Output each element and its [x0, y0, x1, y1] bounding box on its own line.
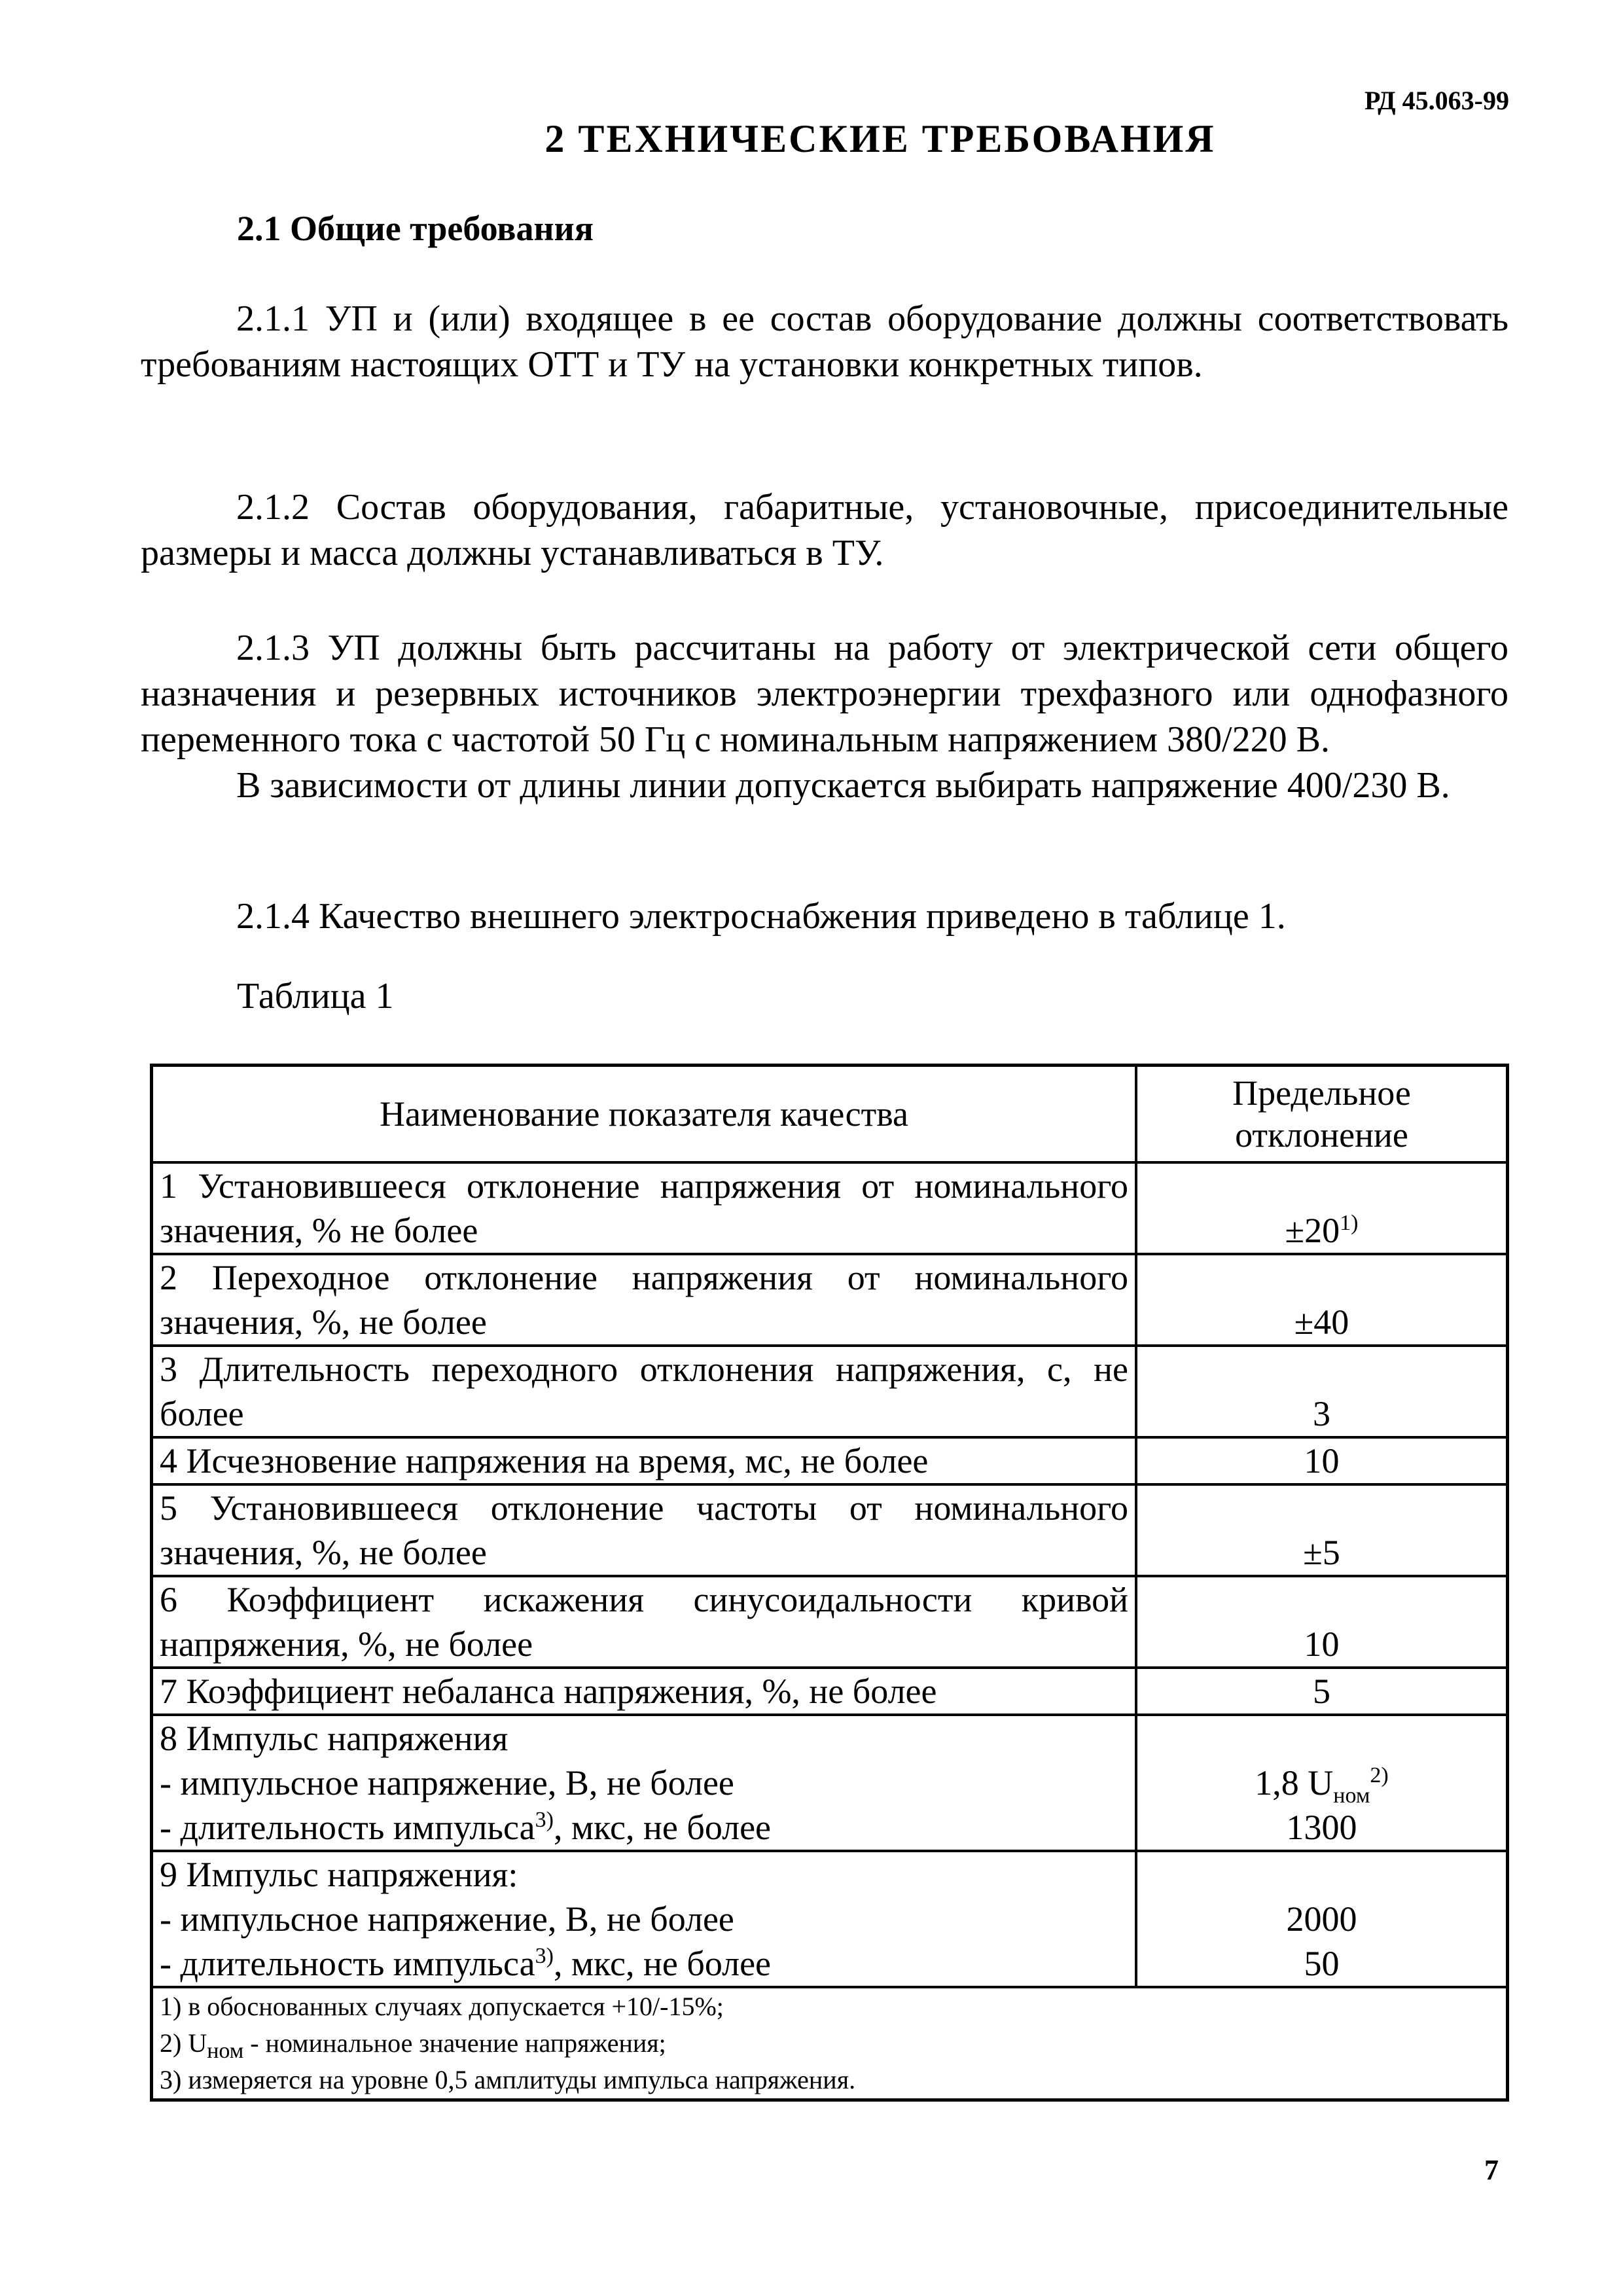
table-row: [152, 1484, 1508, 1576]
row-name: 4 Исчезновение напряжения на время, мс, не более: [152, 1437, 1137, 1484]
row-name: 2 Переходное отклонение напряжения от номинального значения, %, не более: [152, 1254, 1137, 1346]
pulse-duration-value: 50: [1304, 1944, 1340, 1983]
table-row: [152, 1668, 1508, 1715]
table-row: [152, 1254, 1508, 1346]
pulse-title: 9 Импульс напряжения:: [160, 1855, 518, 1894]
table-notes-row: [152, 1987, 1508, 2100]
pulse-duration-line: - длительность импульса$^{3)}$, мкс, не более: [160, 1944, 772, 1983]
row-value: 10: [1136, 1437, 1508, 1484]
header-indicator-name: Наименование показателя качества: [152, 1066, 1137, 1163]
table-row-pulse: [152, 1715, 1508, 1851]
table-caption: Таблица 1: [237, 976, 394, 1016]
row-value: 5: [1136, 1668, 1508, 1715]
pulse-duration-value: 1300: [1286, 1808, 1357, 1847]
pulse-voltage-value: 1,8 $U_{ном}^{2)}$: [1255, 1763, 1389, 1808]
row-name: 1 Установившееся отклонение напряжения от номинального значения, % не более: [152, 1162, 1137, 1254]
table-row-pulse: [152, 1851, 1508, 1987]
paragraph-2-1-2: 2.1.2 Состав оборудования, габаритные, установочные, присоединительные размеры и масса должны устанавливаться в ТУ.: [141, 487, 1508, 573]
row-value: [1136, 1715, 1508, 1851]
row-name: [152, 1715, 1137, 1851]
pulse-duration-line: - длительность импульса$^{3)}$, мкс, не более: [160, 1808, 772, 1847]
note-3: 3) измеряется на уровне 0,5 амплитуды импульса напряжения.: [160, 2065, 856, 2094]
pulse-voltage-line: - импульсное напряжение, В, не более: [160, 1899, 734, 1939]
note-2: 2) $U_{ном}$ - номинальное значение напряжения;: [160, 2028, 666, 2063]
row-value: ±40: [1136, 1254, 1508, 1346]
row-name: 7 Коэффициент небаланса напряжения, %, не более: [152, 1668, 1137, 1715]
row-value: ±5: [1136, 1484, 1508, 1576]
table-header-row: [152, 1066, 1508, 1163]
row-value: 10: [1136, 1576, 1508, 1668]
table-row: [152, 1346, 1508, 1437]
row-name: 6 Коэффициент искажения синусоидальности кривой напряжения, %, не более: [152, 1576, 1137, 1668]
section-title: 2 ТЕХНИЧЕСКИЕ ТРЕБОВАНИЯ: [544, 117, 1216, 160]
note-1: 1) в обоснованных случаях допускается +10/-15%;: [160, 1992, 724, 2021]
table-row: [152, 1576, 1508, 1668]
paragraph-2-1-3: 2.1.3 УП должны быть рассчитаны на работу от электрической сети общего назначения и резервных источников электроэнергии трехфазного или однофазного переменного тока с частотой 50 Гц с номинальным напряжением 380/220 В.: [141, 628, 1508, 760]
paragraph-2-1-1: 2.1.1 УП и (или) входящее в ее состав оборудование должны соответствовать требованиям настоящих ОТТ и ТУ на установки конкретных типов.: [141, 298, 1508, 385]
subsection-title: 2.1 Общие требования: [237, 209, 594, 248]
page-number: 7: [1484, 2154, 1499, 2186]
document-code: РД 45.063-99: [1364, 86, 1509, 115]
row-value: $\pm 20^{1)}$: [1136, 1162, 1508, 1254]
pulse-voltage-line: - импульсное напряжение, В, не более: [160, 1763, 734, 1803]
table-notes: [152, 1987, 1508, 2100]
table-row: [152, 1437, 1508, 1484]
power-quality-table: [150, 1064, 1509, 2102]
row-value: 3: [1136, 1346, 1508, 1437]
row-name: [152, 1851, 1137, 1987]
paragraph-voltage-note: В зависимости от длины линии допускается выбирать напряжение 400/230 В.: [236, 765, 1450, 806]
pulse-voltage-value: 2000: [1286, 1899, 1357, 1939]
paragraph-2-1-4: 2.1.4 Качество внешнего электроснабжения приведено в таблице 1.: [236, 896, 1286, 937]
table-row: [152, 1162, 1508, 1254]
row-name: 5 Установившееся отклонение частоты от номинального значения, %, не более: [152, 1484, 1137, 1576]
pulse-title: 8 Импульс напряжения: [160, 1719, 508, 1758]
row-name: 3 Длительность переходного отклонения напряжения, с, не более: [152, 1346, 1137, 1437]
header-max-deviation: Предельное отклонение: [1136, 1066, 1508, 1163]
row-value: [1136, 1851, 1508, 1987]
